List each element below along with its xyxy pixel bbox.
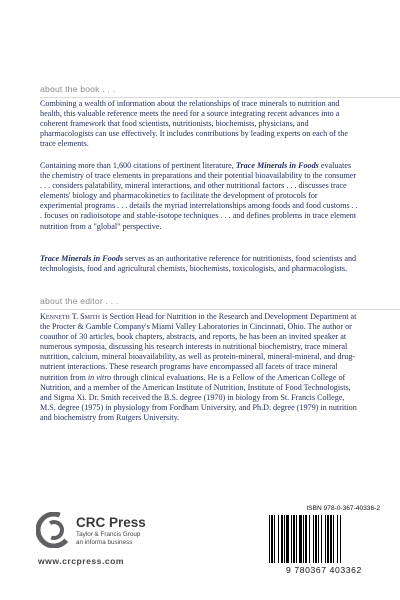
book-title-inline: Trace Minerals in Foods — [235, 161, 319, 170]
about-editor-paragraph — [40, 312, 360, 423]
about-editor-heading: about the editor . . . — [40, 296, 119, 306]
about-book-p2-intro: Containing more than 1,600 citations of pertinent literature, — [40, 161, 236, 170]
isbn-label: ISBN 978-0-367-40336-2 — [306, 505, 380, 512]
about-book-paragraph-1: Combining a wealth of information about the relationships of trace minerals to nutrition and health, this valuable reference meets the need for a source integrating recent advances into a coherent framework that food scientists, nutritionists, biochemists, physicians, and pharmacologists can use effectively. It includes contributions by leading experts on each of the trace elements. — [40, 99, 348, 149]
in-vitro-term: in vitro — [87, 372, 112, 382]
book-title-inline: Trace Minerals in Foods — [40, 254, 123, 263]
about-book-heading: about the book . . . — [40, 84, 116, 94]
about-book-p3-body: serves as an authoritative reference for nutritionists, food scientists and technologists, food and agricultural chemists, biochemists, toxicologists, and pharmacologists. — [40, 254, 357, 274]
editor-bio-part-1: is Section Head for Nutrition in the Research and Development Department at the Procter & Gamble Company's Miami Valley Laboratories in Cincinnati, Ohio. The author or coauthor of 30 articles, book chapters, abstracts, and reports, he has been an invited speaker at numerous symposia, discussing his research interests in nutritional biochemistry, trace mineral nutrition, calcium, mineral bioavailability, as well as protein-mineral, mineral-mineral, and drug-nutrient interactions. These research programs have encompassed all facets of trace mineral nutrition from — [40, 312, 357, 382]
about-book-paragraph-3 — [40, 254, 360, 274]
publisher-name: CRC Press — [76, 515, 146, 530]
editor-bio-part-2: through clinical evaluations. He is a Fellow of the American College of Nutrition, and a member of the American Institute of Nutrition, Institute of Food Technologists, and Sigma Xi. Dr. Smith received the B.S. degree (1970) in biology from St. Francis College, M.S. degree (1975) in physiology from Fordham University, and Ph.D. degree (1979) in nutrition and biochemistry from Rutgers University. — [40, 372, 357, 422]
publisher-url[interactable]: www.crcpress.com — [38, 556, 125, 566]
editor-name: Kenneth T. Smith — [40, 312, 101, 321]
about-book-paragraph-2 — [40, 161, 360, 232]
publisher-informa: an informa business — [76, 539, 133, 546]
about-book-p2-body: evaluates the chemistry of trace elements in preparations and their potential bioavailability to the consumer . . . considers palatability, mineral interactions, and other nutritional factors . . . discusses trace elements' biology and pharmacokinetics to facilitate the development of protocols for experimental programs . . . details the myriad interrelationships among foods and food customs . . . focuses on radioisotope and stable-isotope techniques . . . and defines problems in trace element nutrition from a "global" perspective. — [40, 161, 358, 231]
barcode-number: 9 780367 403362 — [286, 565, 362, 575]
crc-press-swirl-logo-icon — [36, 512, 72, 548]
barcode-icon — [265, 515, 383, 565]
publisher-group: Taylor & Francis Group — [76, 531, 141, 538]
